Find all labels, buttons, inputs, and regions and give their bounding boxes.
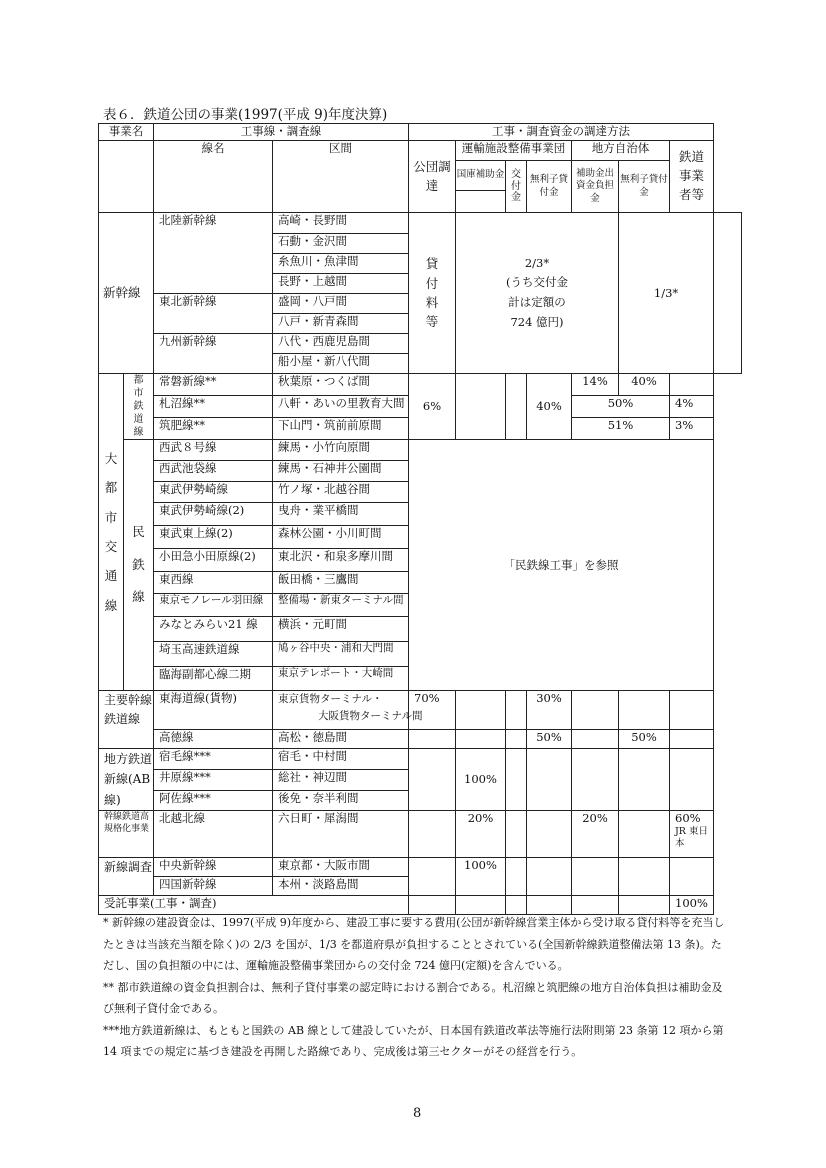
blank-cell	[527, 749, 572, 811]
footnote: ***地方鉄道新線は、もともと国鉄の AB 線として建設していたが、日本国有鉄道改革法等施行法附則第 23 条第 12 項から第 14 項までの規定に基づき建設を再開した路線であり、完成後は第三セクターがその経営を行う。	[103, 1023, 724, 1058]
line-name-cell: 東西線	[154, 572, 273, 594]
section-cell: 東京都・大阪市間	[273, 858, 409, 877]
section-tokaido-freight	[273, 691, 423, 730]
header-local-subsidy: 補助金出資金負担金	[572, 161, 619, 213]
section-cell: 曳舟・業平橋間	[273, 503, 409, 526]
urban-transport-loan: 40%	[527, 374, 572, 440]
joban-local-loan: 40%	[619, 374, 670, 396]
category-trunk-upgrade: 幹線鉄道高規格化事業	[99, 811, 154, 858]
header-business-name: 事業名	[99, 124, 154, 141]
section-cell: 宿毛・中村間	[273, 749, 409, 770]
joban-operator-blank	[670, 374, 714, 396]
section-cell: 八軒・あいの里教育大間	[273, 396, 409, 418]
local-gov-subsidy: 100%	[456, 749, 506, 811]
section-cell: 整備場・新東ターミナル間	[273, 594, 409, 617]
blank-cell	[409, 811, 456, 858]
section-cell: 八戸・新青森間	[273, 314, 409, 334]
line-name-cell: 埼玉高速鉄道線	[154, 642, 273, 667]
blank-cell	[619, 811, 670, 858]
section-cell: 森林公園・小川町間	[273, 526, 409, 549]
line-shikoku-shinkansen: 四国新幹線	[154, 877, 273, 896]
section-cell: 東京テレポート・大崎間	[273, 667, 409, 691]
section-cell: 八代・西鹿児島間	[273, 334, 409, 354]
header-grant: 交付金	[506, 161, 527, 213]
line-name-cell: 東武伊勢崎線(2)	[154, 503, 273, 526]
shinkansen-local-share: 1/3*	[619, 213, 714, 374]
blank-cell	[506, 749, 527, 811]
page-number: 8	[413, 1106, 422, 1121]
kotoku-transport-loan: 50%	[527, 730, 572, 749]
section-cell: 横浜・元町間	[273, 617, 409, 642]
line-hokuetsu-hokusen: 北越北線	[154, 811, 273, 858]
contract-business: 受託事業(工事・調査)	[99, 896, 409, 915]
blank-cell	[619, 691, 670, 730]
blank-cell	[670, 691, 714, 730]
header-transport-corp: 運輸施設整備事業団	[456, 141, 572, 161]
urban-grant-blank	[506, 374, 527, 440]
header-gov-subsidy-blank	[456, 191, 506, 213]
line-name-cell: 東武伊勢崎線	[154, 482, 273, 503]
category-urban-rail: 都市鉄道線	[124, 374, 154, 440]
line-asa: 阿佐線***	[154, 791, 273, 811]
blank-cell	[456, 691, 506, 730]
sassho-operator: 4%	[670, 396, 714, 418]
upgrade-operator-share: 60%	[675, 811, 701, 826]
header-local-gov: 地方自治体	[572, 141, 670, 161]
sassho-local: 50%	[572, 396, 670, 418]
section-cell: 高松・徳島間	[273, 730, 409, 749]
blank-cell	[572, 749, 619, 811]
section-cell: 下山門・筑前前原間	[273, 418, 409, 440]
chikuhi-operator: 3%	[670, 418, 714, 440]
line-name-cell: 東武東上線(2)	[154, 526, 273, 549]
upgrade-operator	[670, 811, 714, 858]
header-interest-free-local: 無利子貸付金	[619, 161, 670, 213]
line-ibara: 井原線***	[154, 770, 273, 791]
blank-cell	[572, 730, 619, 749]
section-cell: 本州・淡路島間	[273, 877, 409, 896]
blank-cell	[506, 811, 527, 858]
section-cell: 竹ノ塚・北越谷間	[273, 482, 409, 503]
blank-cell	[670, 730, 714, 749]
blank-cell	[456, 730, 506, 749]
footnote: * 新幹線の建設資金は、1997(平成 9)年度から、建設工事に要する費用(公団が新幹線営業主体から受け取る貸付料等を充当したときは当該充当額を除く)の 2/3 を国が、1/3 を都道府県が負担することとされている(全国新幹線鉄道整備法第 13 条)。ただし、国の負担額の中には、運輸施設整備事業団からの交付金 724 億円(定額)を含んでいる。	[103, 916, 725, 972]
section-cell: 総社・神辺間	[273, 770, 409, 791]
line-chuo-shinkansen: 中央新幹線	[154, 858, 273, 877]
kotoku-local-loan: 50%	[619, 730, 670, 749]
blank-cell	[409, 858, 456, 896]
tokaido-public-corp: 70%	[409, 691, 456, 730]
section-cell: 東北沢・和泉多摩川間	[273, 549, 409, 572]
line-tokaido-freight: 東海道線(貨物)	[154, 691, 273, 730]
blank-cell	[409, 749, 456, 811]
blank-cell	[527, 858, 572, 896]
line-name-cell: 西武池袋線	[154, 461, 273, 482]
blank-cell	[619, 749, 670, 811]
category-trunk: 主要幹線鉄道線	[99, 691, 154, 749]
section-cell: 練馬・小竹向原間	[273, 440, 409, 461]
line-chikuhi: 筑肥線**	[154, 418, 273, 440]
section-cell: 鳩ヶ谷中央・浦和大門間	[273, 642, 409, 667]
blank-cell	[409, 730, 456, 749]
section-cell: 後免・奈半利間	[273, 791, 409, 811]
contract-operator: 100%	[670, 896, 714, 915]
line-sukumo: 宿毛線***	[154, 749, 273, 770]
line-hokuriku: 北陸新幹線	[154, 213, 273, 294]
header-section: 区間	[273, 141, 409, 213]
line-kotoku: 高徳線	[154, 730, 273, 749]
section-line1: 東京貨物ターミナル・	[278, 693, 383, 705]
railway-corp-business-table	[98, 123, 742, 915]
blank-cell	[506, 858, 527, 896]
category-shinkansen: 新幹線	[99, 213, 154, 374]
line-sassho: 札沼線**	[154, 396, 273, 418]
section-cell: 高崎・長野間	[273, 213, 409, 234]
private-rail-reference: 「民鉄線工事」を参照	[409, 440, 714, 691]
urban-gov-subsidy-blank	[456, 374, 506, 440]
shinkansen-public-corp: 貸付料等	[409, 213, 456, 374]
line-joban: 常磐新線**	[154, 374, 273, 396]
section-cell: 秋葉原・つくば間	[273, 374, 409, 396]
shinkansen-operator-blank	[714, 213, 742, 374]
shinkansen-transport-share: 2/3* (うち交付金 計は定額の 724 億円)	[456, 213, 619, 374]
section-cell: 飯田橋・三鷹間	[273, 572, 409, 594]
category-private-rail: 民鉄線	[124, 440, 154, 691]
joban-local-subsidy: 14%	[572, 374, 619, 396]
blank-cell	[670, 858, 714, 896]
header-funding-method: 工事・調査資金の調達方法	[409, 124, 714, 141]
section-cell: 糸魚川・魚津間	[273, 254, 409, 274]
table-title: 表６．鉄道公団の事業(1997(平成 9)年度決算)	[103, 107, 388, 123]
category-survey: 新線調査	[99, 858, 154, 896]
line-name-cell: みなとみらい21 線	[154, 617, 273, 642]
header-line-name: 線名	[154, 141, 273, 213]
header-railway-operator: 鉄道事業者等	[670, 141, 714, 213]
upgrade-local-subsidy: 20%	[572, 811, 619, 858]
line-tohoku: 東北新幹線	[154, 294, 273, 334]
urban-public-corp: 6%	[409, 374, 456, 440]
blank-cell	[619, 858, 670, 896]
line-name-cell: 小田急小田原線(2)	[154, 549, 273, 572]
footnote: ** 都市鉄道線の資金負担割合は、無利子貸付事業の認定時における割合である。札沼線と筑肥線の地方自治体負担は補助金及び無利子貸付金である。	[103, 980, 723, 1015]
header-gov-subsidy: 国庫補助金	[456, 161, 506, 191]
blank-cell	[506, 730, 527, 749]
blank-cell	[506, 691, 527, 730]
header-business-blank	[99, 141, 154, 213]
section-cell: 六日町・犀潟間	[273, 811, 409, 858]
blank-cell	[670, 749, 714, 811]
section-cell: 長野・上越間	[273, 274, 409, 294]
blank-cell	[572, 691, 619, 730]
section-cell: 盛岡・八戸間	[273, 294, 409, 314]
footnotes	[103, 912, 725, 1063]
tokaido-transport-loan: 30%	[527, 691, 572, 730]
category-metro: 大都市交通線	[99, 374, 124, 691]
chikuhi-local: 51%	[572, 418, 670, 440]
section-line2: 大阪貨物ターミナル間	[318, 709, 423, 722]
blank-cell	[572, 858, 619, 896]
header-construction-lines: 工事線・調査線	[154, 124, 409, 141]
line-seibu8: 西武８号線	[154, 440, 273, 461]
section-cell: 石動・金沢間	[273, 234, 409, 254]
section-cell: 練馬・石神井公園間	[273, 461, 409, 482]
survey-gov-subsidy: 100%	[456, 858, 506, 896]
line-kyushu: 九州新幹線	[154, 334, 273, 374]
header-public-corp: 公団調達	[409, 141, 456, 213]
blank-cell	[527, 811, 572, 858]
upgrade-operator-note: JR 東日本	[675, 825, 708, 849]
line-name-cell: 臨海副都心線二期	[154, 667, 273, 691]
category-local-new-line: 地方鉄道新線(AB 線)	[99, 749, 154, 811]
section-cell: 船小屋・新八代間	[273, 354, 409, 374]
line-name-cell: 東京モノレール羽田線	[154, 594, 273, 617]
upgrade-gov-subsidy: 20%	[456, 811, 506, 858]
header-interest-free-transport: 無利子貸付金	[527, 161, 572, 213]
